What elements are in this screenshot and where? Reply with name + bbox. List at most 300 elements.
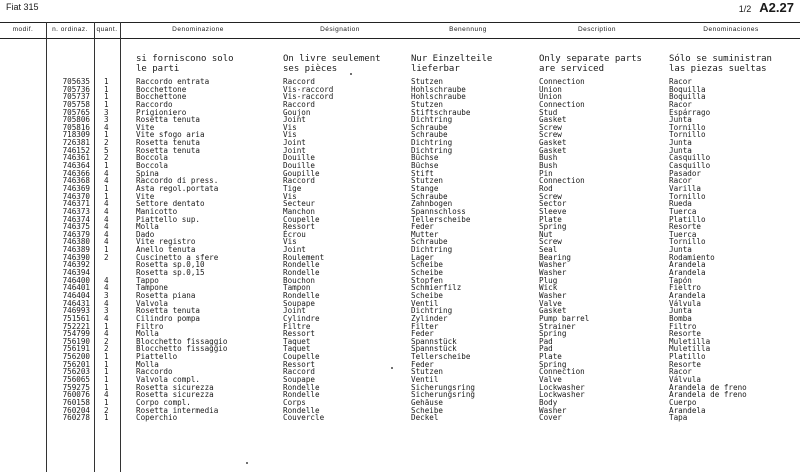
name-spanish-cell: Platillo	[669, 214, 706, 224]
name-italian-cell: Raccordo	[136, 367, 173, 377]
name-english-cell: Rod	[539, 183, 553, 193]
name-english-cell: Union	[539, 84, 562, 94]
name-french-cell: Filtre	[283, 321, 311, 331]
part-number-cell: 726381	[62, 138, 90, 148]
catalog-model-label: Fiat 315	[6, 2, 39, 12]
name-french-cell: Vis-raccord	[283, 84, 334, 94]
name-german-cell: Mutter	[411, 229, 439, 239]
quantity-cell: 2	[104, 138, 109, 148]
name-french-cell: Rondelle	[283, 260, 320, 270]
name-english-cell: Pad	[539, 336, 553, 346]
quantity-cell: 4	[104, 122, 109, 132]
name-italian-cell: Raccordo di press.	[136, 176, 219, 186]
part-number-cell: 756065	[62, 374, 90, 384]
name-french-cell: Raccord	[283, 367, 316, 377]
name-english-cell: Pad	[539, 344, 553, 354]
column-header-modif: modif.	[12, 26, 34, 33]
name-italian-cell: Coperchio	[136, 413, 178, 423]
quantity-cell: 2	[104, 336, 109, 346]
name-english-cell: Screw	[539, 122, 562, 132]
column-header-order-number: n. ordinaz.	[52, 26, 88, 33]
part-number-cell: 746369	[62, 183, 90, 193]
name-italian-cell: Vite	[136, 122, 155, 132]
name-english-cell: Union	[539, 92, 562, 102]
name-german-cell: Dichtring	[411, 245, 453, 255]
name-italian-cell: Tappo	[136, 275, 159, 285]
part-number-cell: 746390	[62, 252, 90, 262]
name-spanish-cell: Válvula	[669, 298, 702, 308]
name-german-cell: Schraube	[411, 237, 448, 247]
name-german-cell: Feder	[411, 359, 434, 369]
name-german-cell: Lager	[411, 252, 434, 262]
name-french-cell: Rondelle	[283, 268, 320, 278]
name-italian-cell: Piattello sup.	[136, 214, 201, 224]
quantity-cell: 1	[104, 413, 109, 423]
name-italian-cell: Molla	[136, 329, 159, 339]
quantity-cell: 4	[104, 237, 109, 247]
column-header-german: Benennung	[449, 26, 487, 33]
quantity-cell: 1	[104, 191, 109, 201]
quantity-cell: 1	[104, 397, 109, 407]
quantity-cell: 4	[104, 313, 109, 323]
name-german-cell: Zahnbogen	[411, 199, 453, 209]
quantity-cell: 4	[104, 206, 109, 216]
name-german-cell: Büchse	[411, 153, 439, 163]
quantity-cell: 4	[104, 229, 109, 239]
name-italian-cell: Bocchettone	[136, 92, 187, 102]
column-header-french: Désignation	[320, 26, 360, 33]
name-spanish-cell: Tornillo	[669, 191, 706, 201]
name-french-cell: Coupelle	[283, 214, 320, 224]
name-italian-cell: Rosetta sicurezza	[136, 390, 214, 400]
name-french-cell: Couvercle	[283, 413, 325, 423]
intro-note-german: Nur Einzelteile lieferbar	[411, 54, 493, 74]
name-french-cell: Ressort	[283, 329, 316, 339]
quantity-cell: 5	[104, 145, 109, 155]
name-german-cell: Filter	[411, 321, 439, 331]
name-german-cell: Scheibe	[411, 405, 444, 415]
name-german-cell: Feder	[411, 222, 434, 232]
part-number-cell: 746379	[62, 229, 90, 239]
page-number: 1/2	[738, 4, 752, 14]
name-french-cell: Rondelle	[283, 382, 320, 392]
part-number-cell: 746404	[62, 290, 90, 300]
part-number-cell: 746993	[62, 306, 90, 316]
name-spanish-cell: Arandela	[669, 268, 706, 278]
name-italian-cell: Rosetta sp.0,15	[136, 268, 205, 278]
part-number-cell: 756200	[62, 352, 90, 362]
name-spanish-cell: Racor	[669, 367, 692, 377]
name-english-cell: Spring	[539, 222, 567, 232]
part-number-cell: 746366	[62, 168, 90, 178]
name-german-cell: Spannschloss	[411, 206, 466, 216]
name-spanish-cell: Tapa	[669, 413, 688, 423]
name-english-cell: Sleeve	[539, 206, 567, 216]
name-english-cell: Strainer	[539, 321, 576, 331]
page-reference	[739, 0, 794, 15]
name-german-cell: Sicherungsring	[411, 390, 476, 400]
name-english-cell: Connection	[539, 77, 585, 86]
name-spanish-cell: Arandela de freno	[669, 382, 747, 392]
scan-speck	[350, 73, 352, 75]
quantity-cell: 4	[104, 176, 109, 186]
name-italian-cell: Asta regol.portata	[136, 183, 219, 193]
name-italian-cell: Prigioniero	[136, 107, 187, 117]
name-italian-cell: Rosetta tenuta	[136, 145, 201, 155]
name-english-cell: Connection	[539, 176, 585, 186]
name-french-cell: Vis	[283, 191, 297, 201]
name-spanish-cell: Casquillo	[669, 153, 711, 163]
name-french-cell: Joint	[283, 115, 306, 125]
name-italian-cell: Rosetta sicurezza	[136, 382, 214, 392]
name-spanish-cell: Pasador	[669, 168, 702, 178]
scan-speck	[391, 367, 393, 369]
section-code: A2.27	[759, 0, 794, 15]
name-german-cell: Ventil	[411, 298, 439, 308]
name-french-cell: Vis	[283, 237, 297, 247]
part-number-cell: 705737	[62, 92, 90, 102]
name-italian-cell: Settore dentato	[136, 199, 205, 209]
name-french-cell: Bouchon	[283, 275, 316, 285]
part-number-cell: 746373	[62, 206, 90, 216]
quantity-cell: 4	[104, 222, 109, 232]
name-spanish-cell: Arandela	[669, 290, 706, 300]
part-number-cell: 705806	[62, 115, 90, 125]
name-spanish-cell: Muletilla	[669, 336, 711, 346]
quantity-cell: 2	[104, 153, 109, 163]
name-spanish-cell: Muletilla	[669, 344, 711, 354]
name-spanish-cell: Resorte	[669, 329, 702, 339]
name-french-cell: Rondelle	[283, 390, 320, 400]
name-english-cell: Gasket	[539, 115, 567, 125]
part-number-cell: 759275	[62, 382, 90, 392]
name-french-cell: Tige	[283, 183, 302, 193]
name-italian-cell: Cilindro pompa	[136, 313, 201, 323]
name-french-cell: Douille	[283, 153, 316, 163]
quantity-cell: 4	[104, 329, 109, 339]
column-header-quantity: quant.	[96, 26, 118, 33]
part-number-cell: 760204	[62, 405, 90, 415]
name-english-cell: Pump barrel	[539, 313, 590, 323]
quantity-cell: 4	[104, 214, 109, 224]
name-german-cell: Scheibe	[411, 260, 444, 270]
name-english-cell: Spring	[539, 329, 567, 339]
intro-note-french: On livre seulement ses pièces	[283, 54, 381, 74]
quantity-cell: 1	[104, 382, 109, 392]
name-spanish-cell: Rodamiento	[669, 252, 715, 262]
name-english-cell: Pin	[539, 168, 553, 178]
name-italian-cell: Tampone	[136, 283, 169, 293]
name-italian-cell: Rosetta intermedia	[136, 405, 219, 415]
quantity-cell: 3	[104, 115, 109, 125]
name-french-cell: Ressort	[283, 222, 316, 232]
name-spanish-cell: Racor	[669, 176, 692, 186]
name-english-cell: Washer	[539, 290, 567, 300]
quantity-cell: 1	[104, 130, 109, 140]
name-italian-cell: Manicotto	[136, 206, 178, 216]
name-spanish-cell: Filtro	[669, 321, 697, 331]
name-spanish-cell: Boquilla	[669, 92, 706, 102]
name-spanish-cell: Boquilla	[669, 84, 706, 94]
part-number-cell: 718309	[62, 130, 90, 140]
name-french-cell: Écrou	[283, 229, 306, 239]
name-spanish-cell: Resorte	[669, 359, 702, 369]
part-number-cell: 746364	[62, 161, 90, 171]
name-german-cell: Stiftschraube	[411, 107, 471, 117]
part-number-cell: 746389	[62, 245, 90, 255]
name-french-cell: Raccord	[283, 99, 316, 109]
name-spanish-cell: Junta	[669, 245, 692, 255]
name-german-cell: Stift	[411, 168, 434, 178]
name-spanish-cell: Rueda	[669, 199, 692, 209]
name-french-cell: Secteur	[283, 199, 316, 209]
name-italian-cell: Vite	[136, 191, 155, 201]
part-number-cell: 746370	[62, 191, 90, 201]
quantity-cell: 4	[104, 283, 109, 293]
part-number-cell: 705816	[62, 122, 90, 132]
name-spanish-cell: Racor	[669, 99, 692, 109]
name-spanish-cell: Varilla	[669, 183, 702, 193]
name-english-cell: Screw	[539, 237, 562, 247]
name-italian-cell: Anello tenuta	[136, 245, 196, 255]
quantity-cell: 1	[104, 99, 109, 109]
name-french-cell: Tampon	[283, 283, 311, 293]
name-spanish-cell: Espárrago	[669, 107, 711, 117]
name-english-cell: Washer	[539, 268, 567, 278]
name-italian-cell: Rosetta tenuta	[136, 138, 201, 148]
name-german-cell: Stange	[411, 183, 439, 193]
name-german-cell: Deckel	[411, 413, 439, 423]
quantity-cell: 1	[104, 245, 109, 255]
name-italian-cell: Cuscinetto a sfere	[136, 252, 219, 262]
name-english-cell: Screw	[539, 191, 562, 201]
name-english-cell: Spring	[539, 359, 567, 369]
part-number-cell: 756203	[62, 367, 90, 377]
part-number-cell: 746431	[62, 298, 90, 308]
name-italian-cell: Bocchettone	[136, 84, 187, 94]
name-german-cell: Stutzen	[411, 99, 444, 109]
name-german-cell: Gehäuse	[411, 397, 444, 407]
name-french-cell: Taquet	[283, 336, 311, 346]
name-italian-cell: Raccordo entrata	[136, 77, 210, 86]
name-german-cell: Hohlschraube	[411, 84, 466, 94]
part-number-cell: 746371	[62, 199, 90, 209]
quantity-cell: 3	[104, 306, 109, 316]
quantity-cell: 1	[104, 321, 109, 331]
name-english-cell: Connection	[539, 367, 585, 377]
quantity-cell: 3	[104, 107, 109, 117]
name-english-cell: Washer	[539, 260, 567, 270]
name-italian-cell: Dado	[136, 229, 155, 239]
name-italian-cell: Boccola	[136, 161, 169, 171]
name-english-cell: Lockwasher	[539, 390, 585, 400]
name-french-cell: Corps	[283, 397, 306, 407]
name-french-cell: Ressort	[283, 359, 316, 369]
name-german-cell: Zylinder	[411, 313, 448, 323]
name-english-cell: Seal	[539, 245, 558, 255]
name-french-cell: Joint	[283, 245, 306, 255]
name-german-cell: Spannstück	[411, 344, 457, 354]
name-english-cell: Connection	[539, 99, 585, 109]
name-german-cell: Sicherungsring	[411, 382, 476, 392]
name-english-cell: Sector	[539, 199, 567, 209]
name-french-cell: Vis-raccord	[283, 92, 334, 102]
name-french-cell: Soupape	[283, 374, 316, 384]
part-number-cell: 746401	[62, 283, 90, 293]
part-number-cell: 754799	[62, 329, 90, 339]
part-number-cell: 756191	[62, 344, 90, 354]
name-english-cell: Body	[539, 397, 558, 407]
scan-speck	[246, 462, 248, 464]
name-french-cell: Douille	[283, 161, 316, 171]
name-german-cell: Feder	[411, 329, 434, 339]
name-german-cell: Dichtring	[411, 138, 453, 148]
part-number-cell: 705758	[62, 99, 90, 109]
name-spanish-cell: Platillo	[669, 352, 706, 362]
name-spanish-cell: Tornillo	[669, 237, 706, 247]
intro-note-spanish: Sólo se suministran las piezas sueltas	[669, 54, 772, 74]
name-spanish-cell: Junta	[669, 306, 692, 316]
part-number-cell: 746152	[62, 145, 90, 155]
name-italian-cell: Molla	[136, 359, 159, 369]
quantity-cell: 1	[104, 367, 109, 377]
part-number-cell: 760158	[62, 397, 90, 407]
part-number-cell: 746374	[62, 214, 90, 224]
name-german-cell: Spannstück	[411, 336, 457, 346]
name-italian-cell: Rosetta tenuta	[136, 306, 201, 316]
name-french-cell: Rondelle	[283, 405, 320, 415]
name-spanish-cell: Bomba	[669, 313, 692, 323]
name-german-cell: Stopfen	[411, 275, 444, 285]
name-french-cell: Coupelle	[283, 352, 320, 362]
name-spanish-cell: Casquillo	[669, 161, 711, 171]
name-italian-cell: Corpo compl.	[136, 397, 191, 407]
part-number-cell: 746380	[62, 237, 90, 247]
quantity-cell: 1	[104, 352, 109, 362]
name-german-cell: Stutzen	[411, 176, 444, 186]
name-english-cell: Gasket	[539, 145, 567, 155]
name-spanish-cell: Tapón	[669, 275, 692, 285]
name-french-cell: Joint	[283, 306, 306, 316]
name-german-cell: Dichtring	[411, 306, 453, 316]
name-spanish-cell: Válvula	[669, 374, 702, 384]
name-french-cell: Goupille	[283, 168, 320, 178]
name-english-cell: Screw	[539, 130, 562, 140]
part-number-cell: 746400	[62, 275, 90, 285]
name-spanish-cell: Tuerca	[669, 206, 697, 216]
part-number-cell: 746392	[62, 260, 90, 270]
name-german-cell: Stutzen	[411, 367, 444, 377]
name-english-cell: Cover	[539, 413, 562, 423]
name-english-cell: Bush	[539, 161, 558, 171]
name-french-cell: Raccord	[283, 77, 316, 86]
quantity-cell: 1	[104, 161, 109, 171]
name-english-cell: Bush	[539, 153, 558, 163]
table-row	[0, 414, 800, 422]
part-number-cell: 746361	[62, 153, 90, 163]
name-french-cell: Roulement	[283, 252, 325, 262]
name-english-cell: Washer	[539, 405, 567, 415]
name-french-cell: Soupape	[283, 298, 316, 308]
name-german-cell: Scheibe	[411, 290, 444, 300]
name-italian-cell: Vite registro	[136, 237, 196, 247]
part-number-cell: 751561	[62, 313, 90, 323]
quantity-cell: 1	[104, 77, 109, 86]
name-english-cell: Nut	[539, 229, 553, 239]
part-number-cell: 756190	[62, 336, 90, 346]
name-spanish-cell: Junta	[669, 115, 692, 125]
name-german-cell: Büchse	[411, 161, 439, 171]
name-italian-cell: Spina	[136, 168, 159, 178]
name-english-cell: Plate	[539, 352, 562, 362]
quantity-cell: 4	[104, 298, 109, 308]
part-number-cell: 746394	[62, 268, 90, 278]
name-english-cell: Stud	[539, 107, 558, 117]
part-number-cell: 756201	[62, 359, 90, 369]
column-header-english: Description	[577, 26, 616, 33]
name-french-cell: Cylindre	[283, 313, 320, 323]
quantity-cell: 3	[104, 290, 109, 300]
intro-note-english: Only separate parts are serviced	[539, 54, 642, 74]
column-header-italian: Denominazione	[172, 26, 224, 33]
name-spanish-cell: Fieltro	[669, 283, 702, 293]
name-english-cell: Gasket	[539, 138, 567, 148]
part-number-cell: 705765	[62, 107, 90, 117]
quantity-cell: 4	[104, 168, 109, 178]
name-german-cell: Hohlschraube	[411, 92, 466, 102]
quantity-cell: 2	[104, 252, 109, 262]
column-header-spanish: Denominaciones	[703, 26, 759, 33]
name-spanish-cell: Junta	[669, 138, 692, 148]
name-italian-cell: Vite sfogo aria	[136, 130, 205, 140]
name-german-cell: Tellerscheibe	[411, 352, 471, 362]
intro-note-italian: si forniscono solo le parti	[136, 54, 234, 74]
name-english-cell: Bearing	[539, 252, 572, 262]
name-italian-cell: Boccola	[136, 153, 169, 163]
name-italian-cell: Filtro	[136, 321, 164, 331]
name-german-cell: Schmierfilz	[411, 283, 462, 293]
name-spanish-cell: Tornillo	[669, 122, 706, 132]
name-spanish-cell: Arandela de freno	[669, 390, 747, 400]
quantity-cell: 4	[104, 199, 109, 209]
part-number-cell: 746368	[62, 176, 90, 186]
name-italian-cell: Molla	[136, 222, 159, 232]
name-spanish-cell: Racor	[669, 77, 692, 86]
name-german-cell: Schraube	[411, 191, 448, 201]
name-italian-cell: Blocchetto fissaggio	[136, 344, 228, 354]
name-french-cell: Joint	[283, 145, 306, 155]
name-italian-cell: Raccordo	[136, 99, 173, 109]
name-italian-cell: Piattello	[136, 352, 178, 362]
name-german-cell: Schraube	[411, 130, 448, 140]
name-english-cell: Lockwasher	[539, 382, 585, 392]
name-french-cell: Rondelle	[283, 290, 320, 300]
quantity-cell: 1	[104, 183, 109, 193]
name-spanish-cell: Tuerca	[669, 229, 697, 239]
quantity-cell: 4	[104, 275, 109, 285]
part-number-cell: 705635	[62, 77, 90, 86]
name-italian-cell: Rosetta piana	[136, 290, 196, 300]
name-spanish-cell: Arandela	[669, 260, 706, 270]
name-english-cell: Gasket	[539, 306, 567, 316]
name-german-cell: Dichtring	[411, 115, 453, 125]
part-number-cell: 760278	[62, 413, 90, 423]
name-french-cell: Vis	[283, 122, 297, 132]
part-number-cell: 746375	[62, 222, 90, 232]
name-spanish-cell: Resorte	[669, 222, 702, 232]
name-spanish-cell: Tornillo	[669, 130, 706, 140]
name-german-cell: Tellerscheibe	[411, 214, 471, 224]
